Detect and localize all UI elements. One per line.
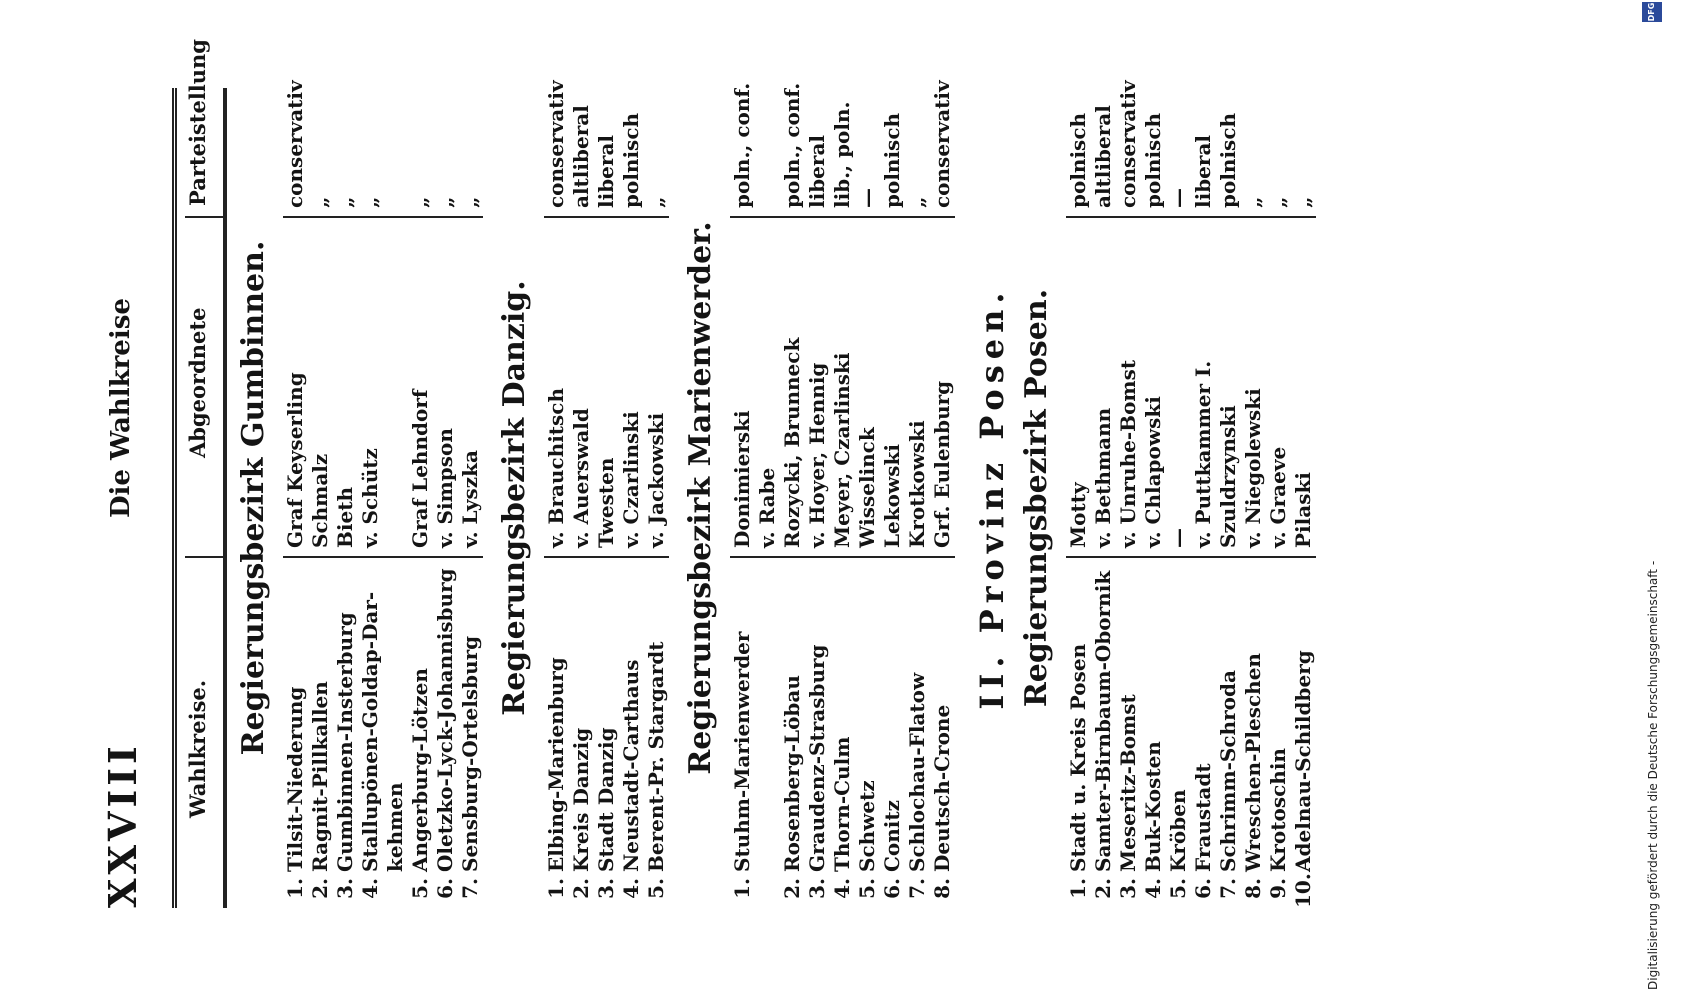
row-number: 1. [283, 878, 307, 899]
abgeordnete-cell: Graf Lehndorf [408, 390, 433, 558]
row-number: 5. [855, 878, 879, 899]
row-number: 5. [644, 878, 668, 899]
row-number: 7. [458, 878, 482, 899]
abgeordnete-cell: Twesten [594, 458, 619, 558]
row-number: 3. [805, 878, 829, 899]
table-row [333, 88, 358, 908]
row-number: 3. [1116, 878, 1140, 899]
abgeordnete-cell: v. Hoyer, Hennig [805, 363, 830, 558]
partei-cell: — [855, 188, 880, 218]
abgeordnete-cell: v. Rabe [755, 468, 780, 558]
table-row [1066, 88, 1091, 908]
row-number: 3. [333, 878, 357, 899]
partei-cell: polnisch [1141, 113, 1166, 218]
column-divider [185, 216, 223, 218]
district-heading: Regierungsbezirk Marienwerder. [683, 221, 718, 775]
wahlkreis-cell: Sensburg-Ortelsburg [458, 635, 482, 872]
table-row [1091, 88, 1116, 908]
table-row [433, 88, 458, 908]
partei-cell: polnisch [1066, 113, 1091, 218]
row-number: 8. [930, 878, 954, 899]
wahlkreis-cell: Gumbinnen-Insterburg [333, 612, 357, 872]
partei-cell: „ [408, 196, 433, 218]
table-row [1166, 88, 1191, 908]
row-number: 2. [780, 878, 804, 899]
table-row [644, 88, 669, 908]
table-row [730, 82, 755, 908]
row-number: 1. [730, 878, 754, 899]
abgeordnete-cell: v. Jackowski [644, 413, 669, 558]
abgeordnete-cell [383, 548, 408, 558]
partei-cell: „ [1266, 196, 1291, 218]
row-number: 1. [1066, 878, 1090, 899]
partei-cell: „ [358, 196, 383, 218]
abgeordnete-cell: Wisselinck [855, 427, 880, 558]
wahlkreis-cell: Elbing-Marienburg [544, 657, 568, 872]
district-heading: Regierungsbezirk Danzig. [497, 280, 532, 716]
partei-cell: altliberal [1091, 105, 1116, 218]
running-head: Die Wahlkreise [106, 298, 136, 518]
district-heading: Regierungsbezirk Gumbinnen. [236, 240, 271, 756]
row-number: 9. [1266, 878, 1290, 899]
row-number: 6. [1191, 878, 1215, 899]
wahlkreis-cell: Samter-Birnbaum-Obornik [1091, 570, 1115, 872]
table-row [755, 88, 780, 908]
row-number: 3. [594, 878, 618, 899]
table-row [805, 88, 830, 908]
abgeordnete-cell: Schmalz [308, 454, 333, 558]
wahlkreis-cell: Rosenberg-Löbau [780, 675, 804, 872]
row-number: 1. [544, 878, 568, 899]
wahlkreis-cell: Schwetz [855, 780, 879, 872]
wahlkreis-cell: Schlochau-Flatow [905, 672, 929, 872]
partei-cell: polnisch [619, 113, 644, 218]
partei-cell: polnisch [880, 113, 905, 218]
abgeordnete-cell: v. Puttkammer I. [1191, 361, 1216, 558]
wahlkreis-cell: Schrimm-Schroda [1216, 670, 1240, 872]
table-row [1241, 88, 1266, 908]
row-number: 6. [433, 878, 457, 899]
partei-cell: lib., poln. [830, 102, 855, 219]
abgeordnete-cell: — [1166, 528, 1191, 558]
row-number: 4. [358, 878, 382, 899]
table-row [408, 88, 433, 908]
row-number: 6. [880, 878, 904, 899]
partei-cell: „ [1291, 196, 1316, 218]
table-row [358, 88, 383, 908]
table-row [619, 88, 644, 908]
row-number: 7. [1216, 878, 1240, 899]
district-section [497, 80, 669, 908]
wahlkreis-cell: Neustadt-Carthaus [619, 659, 643, 872]
partei-cell: conservativ [1116, 80, 1141, 218]
wahlkreis-cell: Meseritz-Bomst [1116, 694, 1140, 872]
abgeordnete-cell: Motty [1066, 482, 1091, 558]
table-row [1141, 88, 1166, 908]
abgeordnete-cell: Pilaski [1291, 472, 1316, 558]
table-row [780, 82, 805, 908]
partei-cell: „ [333, 196, 358, 218]
table-row [569, 88, 594, 908]
page-number: XXVIII [100, 742, 145, 908]
column-header [172, 39, 227, 908]
abgeordnete-cell: v. Simpson [433, 428, 458, 558]
partei-cell: „ [644, 196, 669, 218]
abgeordnete-cell: Szuldrzynski [1216, 405, 1241, 558]
district-section [973, 80, 1316, 908]
table-row [855, 88, 880, 908]
abgeordnete-cell: v. Auerswald [569, 408, 594, 558]
table-row [905, 88, 930, 908]
table-row [1291, 88, 1316, 908]
abgeordnete-cell: Donimierski [730, 410, 755, 558]
row-number: 4. [830, 878, 854, 899]
wahlkreis-cell: Berent-Pr. Stargardt [644, 641, 668, 872]
district-section [683, 80, 955, 908]
wahlkreis-cell: kehmen [383, 782, 407, 872]
wahlkreis-cell: Adelnau-Schildberg [1291, 650, 1315, 872]
column-wahlkreise: Wahlkreise. [185, 679, 210, 818]
table-row [594, 88, 619, 908]
partei-cell: liberal [805, 135, 830, 218]
dfg-credit: Digitalisierung gefördert durch die Deutsche Forschungsgemeinschaft - [1646, 560, 1660, 990]
dfg-logo: DFG [1642, 2, 1662, 22]
table-row [1116, 80, 1141, 908]
column-abgeordnete: Abgeordnete [185, 307, 210, 458]
row-number: 2. [569, 878, 593, 899]
abgeordnete-cell: v. Schütz [358, 448, 383, 558]
partei-cell: poln., conf. [780, 83, 805, 218]
wahlkreis-cell: Oletzko-Lyck-Johannisburg [433, 568, 457, 872]
abgeordnete-cell: Krotkowski [905, 420, 930, 558]
abgeordnete-cell: Rozycki, Brunneck [780, 338, 805, 558]
partei-cell: „ [458, 196, 483, 218]
partei-cell [383, 208, 408, 218]
abgeordnete-cell: v. Lyszka [458, 450, 483, 558]
table-row [1266, 88, 1291, 908]
abgeordnete-cell: Lekowski [880, 444, 905, 558]
wahlkreis-cell: Fraustadt [1191, 763, 1215, 872]
row-number: 4. [619, 878, 643, 899]
wahlkreis-cell: Stadt u. Kreis Posen [1066, 643, 1090, 872]
partei-cell: conservativ [283, 80, 308, 218]
abgeordnete-cell: Bieth [333, 487, 358, 558]
abgeordnete-cell: v. Bethmann [1091, 408, 1116, 558]
column-divider [185, 556, 223, 558]
wahlkreis-cell: Deutsch-Crone [930, 704, 954, 872]
row-number: 4. [1141, 878, 1165, 899]
partei-cell: conservativ [930, 80, 955, 218]
table-row [880, 88, 905, 908]
partei-cell: — [1166, 188, 1191, 218]
partei-cell: conservativ [544, 80, 569, 218]
partei-cell: „ [1241, 196, 1266, 218]
abgeordnete-cell: Graf Keyserling [283, 372, 308, 558]
abgeordnete-cell: Grf. Eulenburg [930, 381, 955, 558]
province-heading: II. Provinz Posen. [973, 286, 1011, 710]
wahlkreis-cell: Kröben [1166, 789, 1190, 872]
table-row [308, 88, 333, 908]
abgeordnete-cell: Meyer, Czarlinski [830, 353, 855, 558]
partei-cell: altliberal [569, 105, 594, 218]
partei-cell: „ [308, 196, 333, 218]
wahlkreis-cell: Stadt Danzig [594, 727, 618, 872]
partei-cell: liberal [1191, 135, 1216, 218]
wahlkreis-cell: Graudenz-Strasburg [805, 644, 829, 872]
table-row [544, 80, 569, 908]
table-row [383, 88, 408, 908]
abgeordnete-cell: v. Brauchitsch [544, 388, 569, 558]
partei-cell: liberal [594, 135, 619, 218]
page-header [100, 39, 220, 908]
wahlkreis-cell: Conitz [880, 800, 904, 872]
wahlkreis-cell: Stallupönen-Goldap-Dar- [358, 591, 382, 872]
wahlkreis-cell: Stuhm-Marienwerder [730, 631, 754, 872]
partei-cell: „ [433, 196, 458, 218]
digitization-note [1550, 2, 1680, 990]
wahlkreis-cell: Wreschen-Pleschen [1241, 653, 1265, 872]
wahlkreis-cell: Kreis Danzig [569, 727, 593, 872]
abgeordnete-cell: v. Niegolewski [1241, 388, 1266, 558]
election-table [228, 80, 1330, 908]
wahlkreis-cell: Angerburg-Lötzen [408, 668, 432, 872]
row-number: 2. [1091, 878, 1115, 899]
wahlkreis-cell: Ragnit-Pillkallen [308, 681, 332, 872]
wahlkreis-cell: Krotoschin [1266, 748, 1290, 872]
row-number: 5. [408, 878, 432, 899]
column-parteistellung: Parteistellung [185, 39, 210, 206]
abgeordnete-cell: v. Unruhe-Bomst [1116, 360, 1141, 558]
wahlkreis-cell: Thorn-Culm [830, 736, 854, 872]
abgeordnete-cell: v. Chlapowski [1141, 396, 1166, 558]
partei-cell [755, 208, 780, 218]
row-number: 5. [1166, 878, 1190, 899]
partei-cell: poln., conf. [730, 83, 755, 218]
wahlkreis-cell: Buk-Kosten [1141, 741, 1165, 872]
table-row [283, 80, 308, 908]
row-number: 7. [905, 878, 929, 899]
row-number: 8. [1241, 878, 1265, 899]
table-row [830, 88, 855, 908]
district-section [236, 80, 483, 908]
partei-cell: polnisch [1216, 113, 1241, 218]
abgeordnete-cell: v. Czarlinski [619, 411, 644, 558]
table-row [1191, 88, 1216, 908]
table-row [458, 88, 483, 908]
partei-cell: „ [905, 196, 930, 218]
wahlkreis-cell: Tilsit-Niederung [283, 686, 307, 872]
row-number: 2. [308, 878, 332, 899]
district-heading: Regierungsbezirk Posen. [1019, 288, 1054, 708]
abgeordnete-cell: v. Graeve [1266, 447, 1291, 558]
table-row [1216, 88, 1241, 908]
row-number: 10. [1291, 873, 1315, 908]
table-row [930, 80, 955, 908]
